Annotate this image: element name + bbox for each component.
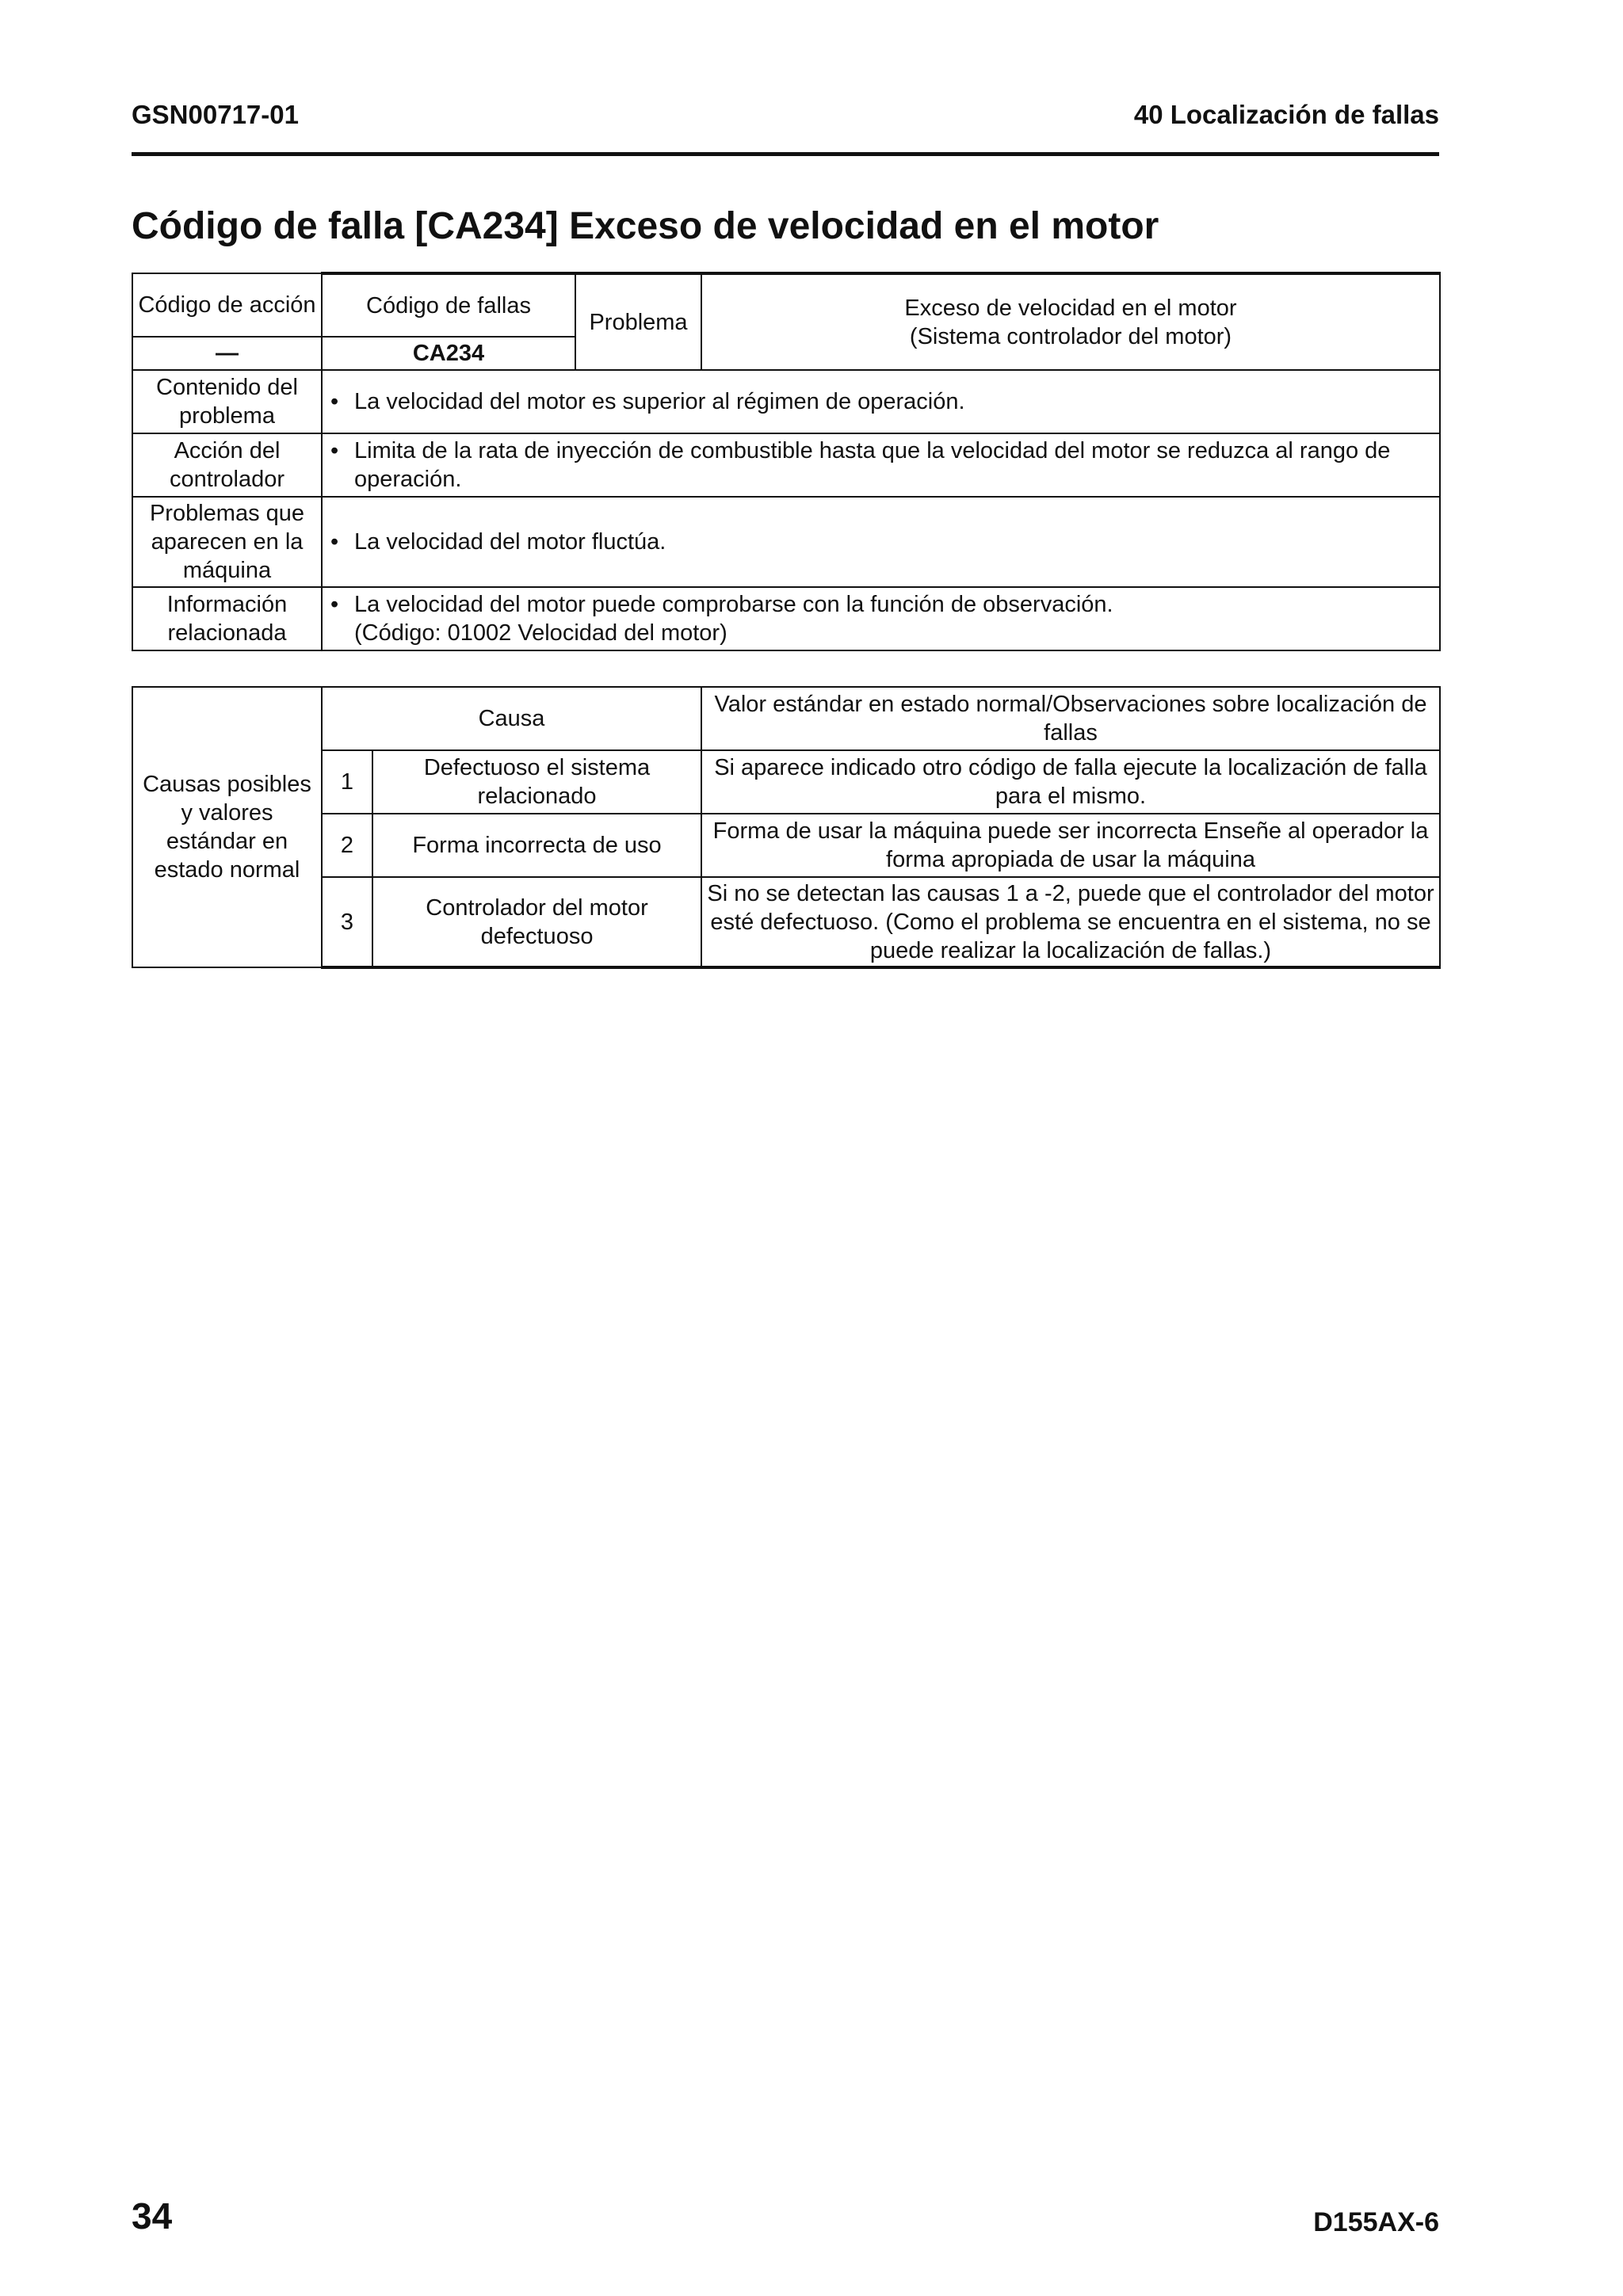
cause-value: Si aparece indicado otro código de falla ejecute la localización de falla para el mismo.: [701, 750, 1440, 814]
page-header: [132, 100, 1439, 156]
page-title: Código de falla [CA234] Exceso de velocidad en el motor: [132, 205, 1159, 247]
value-header: Valor estándar en estado normal/Observaciones sobre localización de fallas: [701, 687, 1440, 750]
bullet: •: [330, 592, 339, 617]
action-code-label: Código de acción: [132, 273, 322, 337]
causes-table: [132, 686, 1441, 969]
problem-label: Problema: [575, 273, 701, 370]
cause-value: Si no se detectan las causas 1 a -2, puede que el controlador del motor esté defectuoso. (Como el problema se encuentra en el sistema, no se puede realizar la localización de fallas.): [701, 877, 1440, 967]
row-text: Limita de la rata de inyección de combustible hasta que la velocidad del motor se reduzca al rango de: [354, 438, 1391, 463]
problem-value: [701, 273, 1440, 370]
row-label: Información relacionada: [132, 587, 322, 650]
bullet: •: [330, 529, 339, 555]
row-content: [322, 497, 1440, 587]
cause-text: Forma incorrecta de uso: [372, 814, 701, 877]
row-label: Acción del controlador: [132, 433, 322, 497]
problem-value-line1: Exceso de velocidad en el motor: [904, 295, 1237, 321]
row-content: [322, 433, 1440, 497]
fault-code-label: Código de fallas: [322, 273, 575, 337]
causes-side-label: Causas posibles y valores estándar en estado normal: [132, 687, 322, 967]
cause-text: Defectuoso el sistema relacionado: [372, 750, 701, 814]
fault-code-value: CA234: [322, 337, 575, 370]
row-text: La velocidad del motor es superior al régimen de operación.: [354, 389, 965, 414]
model-code: D155AX-6: [1313, 2207, 1439, 2237]
document-code: GSN00717-01: [132, 100, 299, 129]
action-code-value: —: [132, 337, 322, 370]
cause-number: 1: [322, 750, 372, 814]
row-content: [322, 370, 1440, 433]
cause-number: 2: [322, 814, 372, 877]
row-label: Contenido del problema: [132, 370, 322, 433]
row-text: La velocidad del motor fluctúa.: [354, 529, 666, 555]
cause-header: Causa: [322, 687, 701, 750]
row-content: [322, 587, 1440, 650]
row-label: Problemas que aparecen en la máquina: [132, 497, 322, 587]
cause-value: Forma de usar la máquina puede ser incorrecta Enseñe al operador la forma apropiada de usar la máquina: [701, 814, 1440, 877]
row-text: La velocidad del motor puede comprobarse con la función de observación.: [354, 592, 1113, 617]
page-number: 34: [132, 2195, 173, 2237]
fault-info-table: [132, 272, 1441, 651]
bullet: •: [330, 438, 339, 463]
section-title: 40 Localización de fallas: [1133, 100, 1439, 129]
cause-text: Controlador del motor defectuoso: [372, 877, 701, 967]
bullet: •: [330, 389, 339, 414]
problem-value-line2: (Sistema controlador del motor): [909, 323, 1232, 349]
row-text-continued: (Código: 01002 Velocidad del motor): [354, 620, 727, 646]
row-text-continued: operación.: [354, 467, 462, 492]
cause-number: 3: [322, 877, 372, 967]
